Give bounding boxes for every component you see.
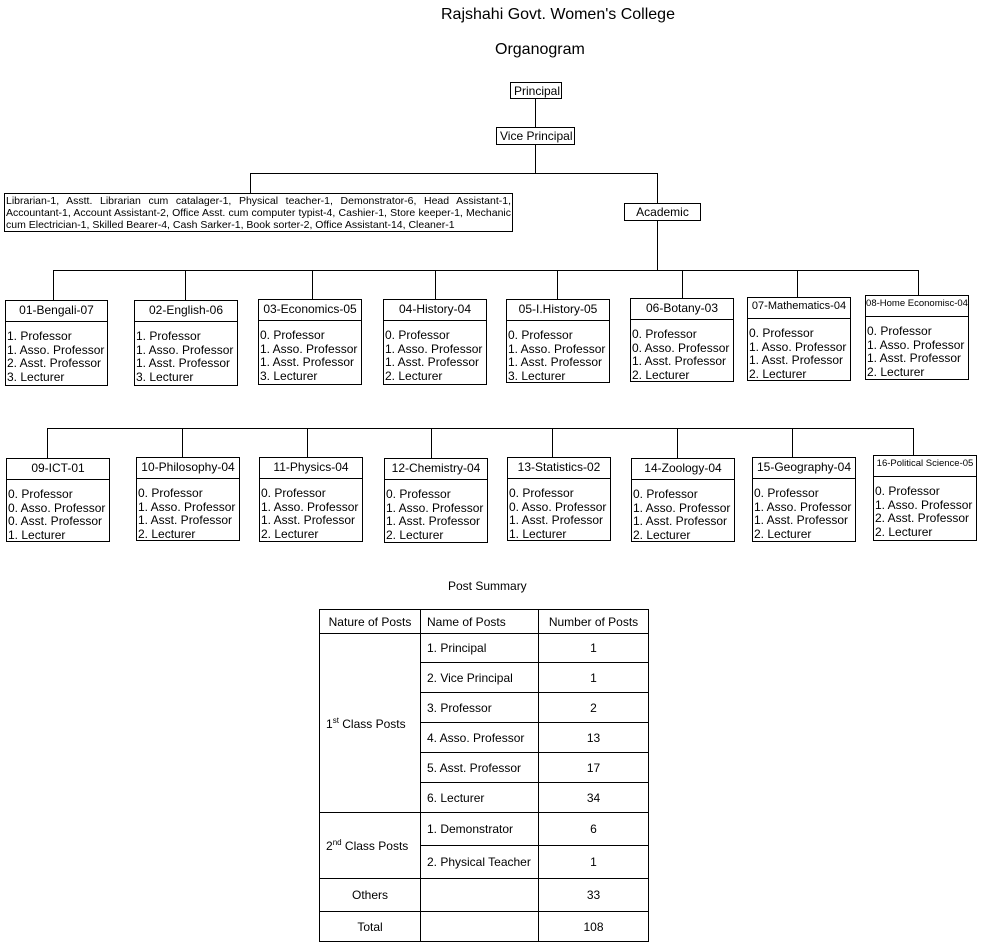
dept-post: 0. Professor (385, 328, 450, 342)
dept-box-physics (259, 457, 363, 542)
dept-post: 1. Asso. Professor (261, 499, 359, 514)
dept-post: 0. Professor (8, 487, 73, 501)
dept-name: 12-Chemistry-04 (385, 459, 487, 480)
dept-post: 0. Professor (754, 486, 819, 500)
post-count: 1 (539, 634, 649, 663)
dept-post: 0. Asst. Professor (8, 514, 103, 529)
dept-post: 1. Asso. Professor (260, 341, 358, 356)
dept-post: 2. Lecturer (386, 527, 444, 542)
dept-post: 3. Lecturer (7, 369, 65, 384)
dept-name: 15-Geography-04 (753, 458, 855, 479)
dept-post: 1. Asst. Professor (749, 353, 844, 368)
dept-post: 1. Asst. Professor (867, 351, 962, 366)
academic-box: Academic (624, 203, 701, 221)
post-name: 2. Physical Teacher (421, 846, 539, 879)
dept-post: 1. Asst. Professor (386, 514, 481, 529)
principal-box: Principal (510, 82, 562, 99)
dept-post: 0. Professor (261, 486, 326, 500)
dept-box-economics (258, 299, 362, 385)
dept-name: 10-Philosophy-04 (137, 458, 239, 479)
dept-post: 1. Asso. Professor (138, 499, 236, 514)
header-number: Number of Posts (539, 610, 649, 634)
dept-box-botany (630, 298, 734, 382)
dept-post: 0. Professor (509, 486, 574, 500)
dept-post: 1. Asst. Professor (261, 513, 356, 528)
college-name: Rajshahi Govt. Women's College (441, 6, 675, 23)
dept-post: 0. Professor (386, 487, 451, 501)
dept-post: 0. Professor (632, 327, 697, 341)
dept-box-islamic-history (506, 299, 610, 383)
total-label: Total (320, 912, 421, 942)
dept-box-geography (752, 457, 856, 542)
dept-name: 04-History-04 (384, 300, 486, 321)
dept-post: 1. Asst. Professor (260, 355, 355, 370)
dept-name: 16-Political Science-05 (874, 456, 976, 477)
dept-box-political-science (873, 455, 977, 541)
dept-name: 11-Physics-04 (260, 458, 362, 479)
post-name: 1. Principal (421, 634, 539, 663)
dept-post: 2. Asst. Professor (875, 511, 970, 526)
post-count: 6 (539, 813, 649, 846)
dept-post: 1. Lecturer (8, 527, 66, 542)
dept-post: 1. Asso. Professor (749, 339, 847, 354)
dept-post: 1. Asso. Professor (867, 337, 965, 352)
post-count: 34 (539, 783, 649, 813)
dept-post: 1. Asso. Professor (875, 497, 973, 512)
vice-principal-box: Vice Principal (496, 127, 575, 145)
post-name: 4. Asso. Professor (421, 723, 539, 753)
dept-post: 1. Asso. Professor (7, 342, 105, 357)
others-name (421, 879, 539, 912)
dept-box-english (134, 300, 238, 386)
dept-name: 02-English-06 (135, 301, 237, 322)
dept-name: 06-Botany-03 (631, 299, 733, 320)
post-name: 1. Demonstrator (421, 813, 539, 846)
dept-post: 0. Professor (260, 328, 325, 342)
post-count: 2 (539, 693, 649, 723)
dept-post: 1. Asst. Professor (508, 355, 603, 370)
dept-post: 2. Lecturer (754, 526, 812, 541)
total-count: 108 (539, 912, 649, 942)
dept-post: 2. Lecturer (385, 368, 443, 383)
dept-name: 13-Statistics-02 (508, 458, 610, 479)
dept-post: 1. Professor (136, 329, 201, 343)
dept-post: 2. Lecturer (633, 527, 691, 542)
dept-post: 1. Asso. Professor (385, 341, 483, 356)
dept-name: 09-ICT-01 (7, 459, 109, 480)
dept-name: 01-Bengali-07 (6, 301, 107, 322)
dept-post: 1. Asso. Professor (633, 500, 731, 515)
dept-post: 1. Asst. Professor (754, 513, 849, 528)
dept-name: 07-Mathematics-04 (748, 298, 850, 319)
post-name: 6. Lecturer (421, 783, 539, 813)
chart-title: Organogram (495, 41, 585, 58)
dept-post: 1. Asso. Professor (508, 341, 606, 356)
dept-post: 0. Asso. Professor (509, 499, 607, 514)
dept-post: 2. Lecturer (875, 524, 933, 539)
dept-box-chemistry (384, 458, 488, 543)
dept-post: 1. Professor (7, 329, 72, 343)
dept-post: 3. Lecturer (136, 369, 194, 384)
header-nature: Nature of Posts (320, 610, 421, 634)
dept-post: 0. Asso. Professor (8, 500, 106, 515)
dept-post: 0. Professor (633, 487, 698, 501)
dept-post: 1. Asst. Professor (136, 356, 231, 371)
dept-box-zoology (631, 458, 735, 542)
dept-post: 3. Lecturer (508, 368, 566, 383)
second-class-label: 2nd Class Posts (320, 813, 421, 879)
dept-box-history (383, 299, 487, 385)
dept-post: 1. Asst. Professor (138, 513, 233, 528)
dept-post: 1. Asso. Professor (386, 500, 484, 515)
post-count: 13 (539, 723, 649, 753)
dept-box-home-economics (865, 295, 969, 380)
dept-box-philosophy (136, 457, 240, 541)
dept-name: 08-Home Economisc-04 (866, 296, 968, 317)
dept-post: 2. Lecturer (261, 526, 319, 541)
summary-title: Post Summary (448, 579, 527, 593)
dept-post: 0. Professor (875, 484, 940, 498)
dept-post: 0. Professor (138, 486, 203, 500)
dept-post: 0. Professor (749, 326, 814, 340)
dept-post: 1. Asst. Professor (633, 514, 728, 529)
dept-post: 3. Lecturer (260, 368, 318, 383)
dept-box-bengali (5, 300, 108, 386)
post-name: 2. Vice Principal (421, 663, 539, 693)
dept-post: 1. Asso. Professor (136, 342, 234, 357)
post-summary-table (319, 609, 649, 942)
dept-post: 1. Asst. Professor (385, 355, 480, 370)
dept-post: 0. Professor (867, 324, 932, 338)
dept-box-statistics (507, 457, 611, 541)
dept-post: 1. Asst. Professor (632, 354, 727, 369)
others-count: 33 (539, 879, 649, 912)
post-count: 17 (539, 753, 649, 783)
header-name: Name of Posts (421, 610, 539, 634)
dept-post: 0. Asso. Professor (632, 340, 730, 355)
dept-post: 0. Professor (508, 328, 573, 342)
post-count: 1 (539, 663, 649, 693)
dept-name: 05-I.History-05 (507, 300, 609, 321)
dept-post: 1. Asst. Professor (509, 513, 604, 528)
dept-post: 2. Lecturer (867, 364, 925, 379)
post-name: 5. Asst. Professor (421, 753, 539, 783)
dept-post: 1. Asso. Professor (754, 499, 852, 514)
dept-post: 2. Lecturer (749, 366, 807, 381)
dept-post: 2. Lecturer (138, 526, 196, 541)
dept-post: 2. Asst. Professor (7, 356, 102, 371)
dept-name: 03-Economics-05 (259, 300, 361, 321)
post-count: 1 (539, 846, 649, 879)
dept-post: 1. Lecturer (509, 526, 567, 541)
dept-name: 14-Zoology-04 (632, 459, 734, 480)
total-name (421, 912, 539, 942)
others-label: Others (320, 879, 421, 912)
post-name: 3. Professor (421, 693, 539, 723)
staff-box: Librarian-1, Asstt. Librarian cum catalager-1, Physical teacher-1, Demonstrator-6, Head Assistant-1, Accountant-1, Account Assistant-2, Office Asst. cum computer typist-4, Cashier-1, Store keeper-1, Mechanic cum Electrician-1, Skilled Bearer-4, Cash Sarker-1, Book sorter-2, Office Assistant-14, Cleaner-1 (6, 195, 511, 231)
first-class-label: 1st Class Posts (320, 634, 421, 813)
dept-post: 2. Lecturer (632, 367, 690, 382)
dept-box-ict (6, 458, 110, 542)
dept-box-mathematics (747, 297, 851, 381)
